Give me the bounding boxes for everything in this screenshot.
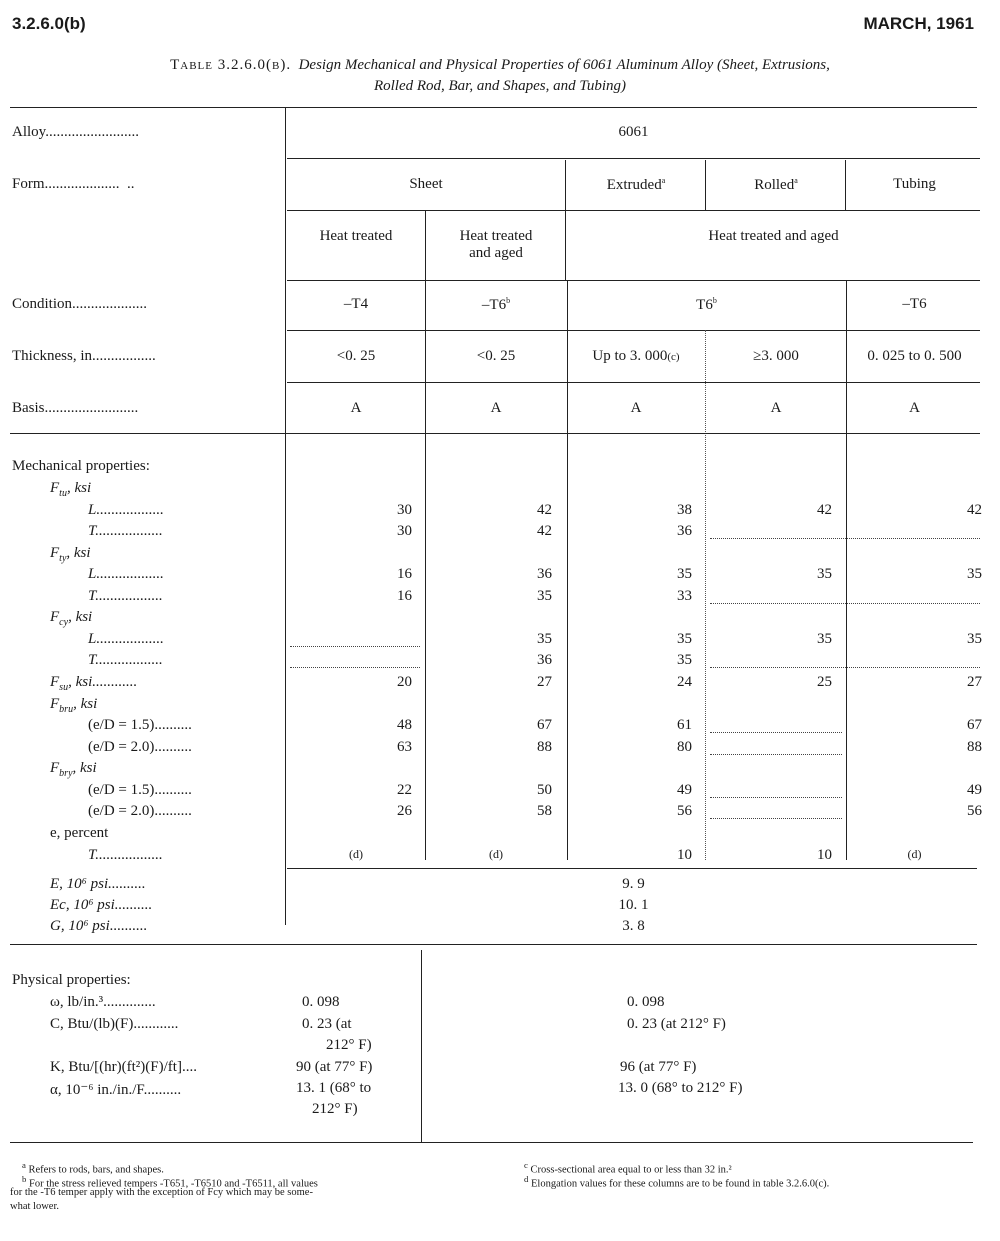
thickness-c1: <0. 25 [336,348,376,364]
e-label: E, 10⁶ psi.......... [50,876,146,892]
fty-L-c3: 35 [677,566,692,582]
mechanical-title: Mechanical properties: [12,458,150,474]
fbry15-c3: 49 [677,782,692,798]
table-caption [0,55,1000,76]
basis-label: Basis......................... [12,400,139,416]
ftu-L-c5: 42 [967,502,982,518]
fbru-15-label: (e/D = 1.5).......... [88,717,192,733]
omega-label: ω, lb/in.³.............. [50,994,156,1010]
k-t6: 96 (at 77° F) [620,1059,697,1075]
fbry-label: $F_{bry}$, ksi [50,760,97,779]
fbru15-c1: 48 [397,717,412,733]
fbru20-c4-blank [710,754,842,755]
fbry20-c2: 58 [537,803,552,819]
thickness-label: Thickness, in................. [12,348,156,364]
ec-value: 10. 1 [618,897,649,913]
rule-basis [10,433,980,434]
ftu-T-c45-blank [710,538,980,539]
thickness-c4: ≥3. 000 [753,348,799,364]
ftu-L-label: L.................. [88,502,164,518]
fsu-label: $F_{su}$, ksi............ [50,674,138,693]
ftu-L-c2: 42 [537,502,552,518]
table-label: Table 3.2.6.0(b). [170,57,292,73]
fbry20-c4-blank [710,818,842,819]
fbry15-c1: 22 [397,782,412,798]
ftu-T-c3: 36 [677,523,692,539]
form-rolled: Rolled$^a$ [754,176,798,193]
fty-T-c45-blank [710,603,980,604]
treatment-rest: Heat treated and aged [708,228,839,244]
fcy-L-label: L.................. [88,631,164,647]
fbru20-c5: 88 [967,739,982,755]
fbru-label: $F_{bru}$, ksi [50,696,98,715]
elong-c2: (d) [489,847,503,861]
treatment-t6-sheet: Heat treated and aged [459,228,533,261]
k-label: K, Btu/[(hr)(ft²)(F)/ft].... [50,1059,197,1075]
fbru15-c4-blank [710,732,842,733]
rule-alloy [287,158,980,159]
rule-rolled-tubing [845,160,846,210]
fty-T-c3: 33 [677,588,692,604]
fbru20-c3: 80 [677,739,692,755]
caption-line1: Design Mechanical and Physical Properties of 6061 Aluminum Alloy (Sheet, Extrusions, [298,57,830,73]
fcy-T-c2: 36 [537,652,552,668]
fty-L-c4: 35 [817,566,832,582]
fty-T-c1: 16 [397,588,412,604]
alloy-value: 6061 [618,124,649,140]
fsu-c3: 24 [677,674,692,690]
footnote-b-line3: what lower. [10,1201,59,1212]
ftu-T-label: T.................. [88,523,163,539]
cp-t4-l1: 0. 23 (at [302,1016,352,1032]
rule-phys-split [421,950,422,1142]
rule-mech-end [10,944,977,945]
issue-date: MARCH, 1961 [863,14,974,33]
fbry20-c3: 56 [677,803,692,819]
fbry15-c5: 49 [967,782,982,798]
ftu-label: $F_{tu}$, ksi [50,480,92,499]
elong-c3: 10 [677,847,692,863]
fbru15-c3: 61 [677,717,692,733]
rule-bottom [10,1142,973,1143]
section-number: 3.2.6.0(b) [12,14,86,33]
fbru15-c5: 67 [967,717,982,733]
fcy-T-label: T.................. [88,652,163,668]
thickness-c3: Up to 3. 000(c) [592,348,680,364]
footnote-d: $^d$ Elongation values for these columns are to be found in table 3.2.6.0(c). [524,1174,830,1190]
elong-label: e, percent [50,825,109,841]
alpha-t6: 13. 0 (68° to 212° F) [618,1080,743,1096]
omega-t4: 0. 098 [302,994,340,1010]
alpha-label: α, 10⁻⁶ in./in./F.......... [50,1082,182,1098]
basis-c3: A [630,400,642,416]
footnote-b-line2: for the -T6 temper apply with the exception of Fcy which may be some- [10,1187,313,1198]
g-value: 3. 8 [622,918,645,934]
g-label: G, 10⁶ psi.......... [50,918,148,934]
fsu-c1: 20 [397,674,412,690]
fcy-label: $F_{cy}$, ksi [50,609,93,628]
fcy-L-c1-blank [290,646,420,647]
fty-L-label: L.................. [88,566,164,582]
thickness-c2: <0. 25 [476,348,516,364]
rule-col4-dotted [705,330,706,860]
fbry20-c5: 56 [967,803,982,819]
fty-L-c5: 35 [967,566,982,582]
footnote-c: $^c$ Cross-sectional area equal to or less than 32 in.² [524,1160,732,1176]
fbry15-c4-blank [710,797,842,798]
form-sheet: Sheet [409,176,443,192]
rule-elongation [287,868,977,869]
elong-c1: (d) [349,847,363,861]
ftu-L-c3: 38 [677,502,692,518]
ftu-L-c4: 42 [817,502,832,518]
elong-c5: (d) [907,847,922,861]
ftu-L-c1: 30 [397,502,412,518]
fsu-c2: 27 [537,674,552,690]
elong-T-label: T.................. [88,847,163,863]
condition-c3: T6$^b$ [696,296,717,313]
alloy-label: Alloy......................... [12,124,139,140]
basis-c4: A [770,400,782,416]
k-t4: 90 (at 77° F) [296,1059,373,1075]
fcy-T-c1-blank [290,667,420,668]
ftu-T-c2: 42 [537,523,552,539]
condition-label: Condition.................... [12,296,148,312]
fcy-L-c3: 35 [677,631,692,647]
fbry20-c1: 26 [397,803,412,819]
form-tubing: Tubing [893,176,936,192]
rule-sheet-split [425,210,426,860]
fbru15-c2: 67 [537,717,552,733]
cp-t6: 0. 23 (at 212° F) [627,1016,726,1032]
form-extruded: Extruded$^a$ [606,176,666,193]
cp-label: C, Btu/(lb)(F)............ [50,1016,179,1032]
fbru20-c1: 63 [397,739,412,755]
condition-c5: –T6 [902,296,927,312]
treatment-t4: Heat treated [319,228,393,244]
rule-treatment [287,280,980,281]
caption-line2: Rolled Rod, Bar, and Shapes, and Tubing) [373,78,627,94]
basis-c1: A [350,400,362,416]
physical-title: Physical properties: [12,972,131,988]
ec-label: Ec, 10⁶ psi.......... [50,897,153,913]
fty-T-c2: 35 [537,588,552,604]
rule-label-col [285,107,286,925]
condition-c1: –T4 [343,296,369,312]
fcy-L-c4: 35 [817,631,832,647]
fty-L-c1: 16 [397,566,412,582]
ftu-T-c1: 30 [397,523,412,539]
basis-c5: A [909,400,920,416]
fbru20-c2: 88 [537,739,552,755]
fcy-L-c2: 35 [537,631,552,647]
elong-c4: 10 [817,847,832,863]
rule-form [287,210,980,211]
thickness-c5: 0. 025 to 0. 500 [867,348,962,364]
omega-t6: 0. 098 [627,994,665,1010]
fty-T-label: T.................. [88,588,163,604]
fty-L-c2: 36 [537,566,552,582]
fcy-L-c5: 35 [967,631,982,647]
fsu-c4: 25 [817,674,832,690]
condition-c2: –T6$^b$ [481,296,511,313]
fbry15-c2: 50 [537,782,552,798]
alpha-t4-l1: 13. 1 (68° to [296,1080,372,1096]
form-label: Form.................... .. [12,176,135,192]
fbru-20-label: (e/D = 2.0).......... [88,739,192,755]
fty-label: $F_{ty}$, ksi [50,545,91,564]
footnote-a: $^a$ Refers to rods, bars, and shapes. [22,1160,164,1176]
e-value: 9. 9 [622,876,645,892]
rule-top [10,107,977,108]
fbry-20-label: (e/D = 2.0).......... [88,803,192,819]
fsu-c5: 27 [967,674,982,690]
basis-c2: A [490,400,502,416]
fcy-T-c3: 35 [677,652,692,668]
fcy-T-c45-blank [710,667,980,668]
rule-thickness [287,382,980,383]
rule-extr-rolled [705,160,706,210]
rule-condition [287,330,980,331]
rule-sheet-extruded-upper [565,160,566,280]
fbry-15-label: (e/D = 1.5).......... [88,782,192,798]
footnote-b: $^b$ For the stress relieved tempers -T651, -T6510 and -T6511, all values [22,1174,318,1190]
cp-t4-l2: 212° F) [326,1037,372,1053]
alpha-t4-l2: 212° F) [312,1101,358,1117]
